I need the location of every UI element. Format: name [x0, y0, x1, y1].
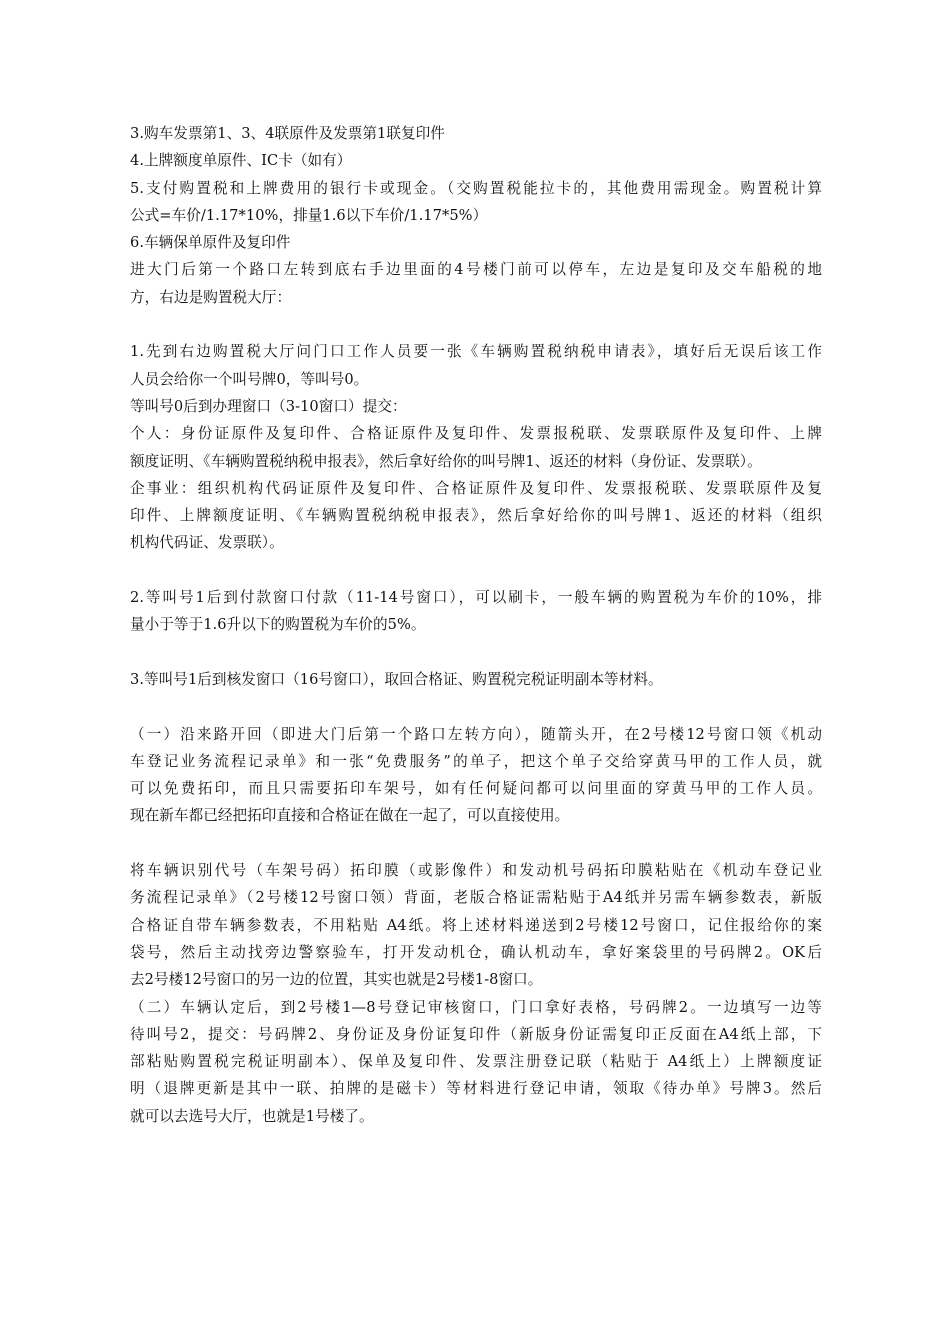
text-line: （二）车辆认定后，到2号楼1—8号登记审核窗口，门口拿好表格，号码牌2。一边填写一边等 [130, 998, 822, 1016]
paragraph-gap [130, 830, 822, 857]
paragraph [130, 393, 822, 420]
text-line: 合格证自带车辆参数表，不用粘贴 A4纸。将上述材料递送到2号楼12号窗口，记住报给你的案 [130, 916, 822, 934]
paragraph [130, 256, 822, 311]
paragraph-gap [130, 557, 822, 584]
text-line: 将车辆识别代号（车架号码）拓印膜（或影像件）和发动机号码拓印膜粘贴在《机动车登记业 [130, 862, 822, 880]
text-line: 等叫号0后到办理窗口（3-10窗口）提交： [130, 397, 407, 415]
text-line: 务流程记录单》（2号楼12号窗口领）背面，老版合格证需粘贴于A4纸并另需车辆参数表，新版 [130, 889, 822, 907]
paragraph [130, 857, 822, 993]
text-line: 方，右边是购置税大厅： [130, 288, 292, 306]
text-line: 可以免费拓印，而且只需要拓印车架号，如有任何疑问都可以问里面的穿黄马甲的工作人员。 [130, 780, 822, 798]
paragraph-gap [130, 639, 822, 666]
paragraph [130, 475, 822, 557]
paragraph [130, 175, 822, 230]
text-line: 个人：身份证原件及复印件、合格证原件及复印件、发票报税联、发票联原件及复印件、上牌 [130, 425, 822, 443]
text-line: 现在新车都已经把拓印直接和合格证在做在一起了，可以直接使用。 [130, 807, 570, 825]
paragraph [130, 338, 822, 393]
text-line: （一）沿来路开回（即进大门后第一个路口左转方向），随箭头开，在2号楼12号窗口领《机动 [130, 725, 822, 743]
text-line: 待叫号2，提交：号码牌2、身份证及身份证复印件（新版身份证需复印正反面在A4纸上部，下 [130, 1025, 822, 1043]
paragraph [130, 120, 822, 147]
text-line: 6.车辆保单原件及复印件 [130, 234, 291, 252]
text-line: 额度证明、《车辆购置税纳税申报表》，然后拿好给你的叫号牌1、返还的材料（身份证、发票联）。 [130, 452, 762, 470]
document-page [130, 120, 822, 1130]
text-line: 进大门后第一个路口左转到底右手边里面的4号楼门前可以停车，左边是复印及交车船税的地 [130, 261, 822, 279]
text-line: 量小于等于1.6升以下的购置税为车价的5%。 [130, 616, 426, 634]
text-line: 公式=车价/1.17*10%，排量1.6以下车价/1.17*5%） [130, 206, 488, 224]
text-line: 去2号楼12号窗口的另一边的位置，其实也就是2号楼1-8窗口。 [130, 971, 543, 989]
text-line: 企事业：组织机构代码证原件及复印件、合格证原件及复印件、发票报税联、发票联原件及复 [130, 479, 822, 497]
paragraph [130, 584, 822, 639]
text-line: 2.等叫号1后到付款窗口付款（11-14号窗口），可以刷卡，一般车辆的购置税为车价的10%，排 [130, 589, 822, 607]
text-line: 印件、上牌额度证明、《车辆购置税纳税申报表》，然后拿好给你的叫号牌1、返还的材料（组织 [130, 507, 822, 525]
text-line: 4.上牌额度单原件、IC卡（如有） [130, 152, 352, 170]
text-line: 人员会给你一个叫号牌0，等叫号0。 [130, 370, 369, 388]
paragraph [130, 229, 822, 256]
text-line: 车登记业务流程记录单》和一张“免费服务”的单子，把这个单子交给穿黄马甲的工作人员，就 [130, 752, 822, 770]
paragraph [130, 994, 822, 1130]
text-line: 3.购车发票第1、3、4联原件及发票第1联复印件 [130, 125, 445, 142]
paragraph [130, 420, 822, 475]
text-line: 明（退牌更新是其中一联、拍牌的是磁卡）等材料进行登记申请，领取《待办单》号牌3。然后 [130, 1080, 822, 1098]
text-line: 机构代码证、发票联）。 [130, 534, 284, 552]
paragraph [130, 666, 822, 693]
text-line: 袋号，然后主动找旁边警察验车，打开发动机仓，确认机动车，拿好案袋里的号码牌2。OK后 [130, 943, 822, 961]
text-line: 就可以去选号大厅，也就是1号楼了。 [130, 1107, 374, 1125]
paragraph [130, 721, 822, 830]
paragraph-gap [130, 693, 822, 720]
text-line: 5.支付购置税和上牌费用的银行卡或现金。（交购置税能拉卡的，其他费用需现金。购置税计算 [130, 179, 822, 197]
paragraph-gap [130, 311, 822, 338]
text-line: 1.先到右边购置税大厅问门口工作人员要一张《车辆购置税纳税申请表》，填好后无误后该工作 [130, 343, 822, 361]
text-line: 3.等叫号1后到核发窗口（16号窗口），取回合格证、购置税完税证明副本等材料。 [130, 670, 663, 688]
text-line: 部粘贴购置税完税证明副本）、保单及复印件、发票注册登记联（粘贴于 A4纸上）上牌额度证 [130, 1053, 822, 1071]
paragraph [130, 147, 822, 174]
